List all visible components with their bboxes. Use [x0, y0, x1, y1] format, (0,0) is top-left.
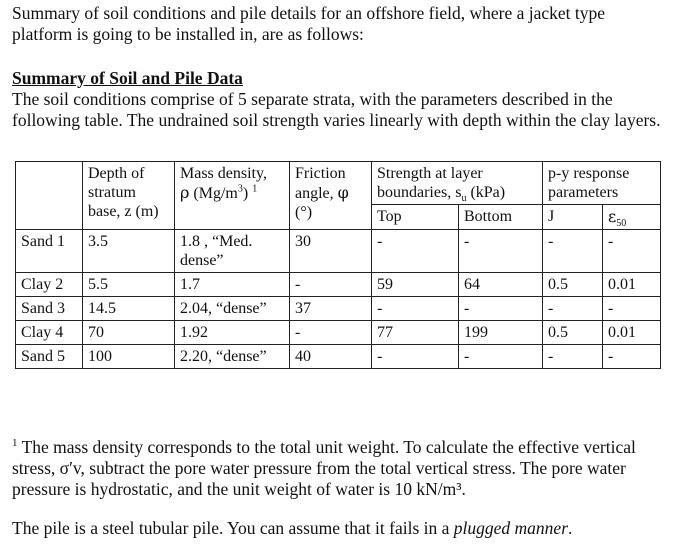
strata-cell: Sand 3	[16, 297, 83, 321]
bottom-cell: -	[459, 345, 543, 369]
top-cell: -	[372, 230, 459, 273]
bottom-cell: -	[459, 297, 543, 321]
table-row	[16, 230, 661, 273]
e50-cell: 0.01	[603, 273, 661, 297]
friction-cell: -	[290, 273, 372, 297]
closing-period: .	[568, 518, 573, 538]
friction-cell: 37	[290, 297, 372, 321]
su-subscript: u	[461, 193, 467, 205]
density-cell: 1.92	[175, 321, 290, 345]
header-depth: Depth of stratum base, z (m)	[83, 162, 175, 230]
top-cell: -	[372, 345, 459, 369]
header-strength-unit: (kPa)	[470, 184, 506, 201]
subheader-e50: $\varepsilon_{50}$	[603, 205, 661, 230]
j-cell: -	[543, 345, 603, 369]
rho-symbol: ρ	[180, 183, 190, 202]
footnote-text: The mass density corresponds to the total unit weight. To calculate the effective vertical stress, σ′v, subtract the pore water pressure from the total vertical stress. The pore water pressure is hydrostatic, and the unit weight of water is 10 kN/m³.	[12, 437, 636, 499]
strata-cell: Sand 5	[16, 345, 83, 369]
density-cell: 2.04, “dense”	[175, 297, 290, 321]
bottom-cell: 199	[459, 321, 543, 345]
bottom-cell: 64	[459, 273, 543, 297]
j-cell: -	[543, 230, 603, 273]
header-density-unit: $(Mg/m^3)$	[193, 183, 249, 202]
depth-cell: 14.5	[83, 297, 175, 321]
top-cell: 77	[372, 321, 459, 345]
footnote-ref: 1	[252, 183, 258, 195]
section-paragraph: The soil conditions comprise of 5 separate strata, with the parameters described in the following table. The undrained soil strength varies linearly with depth within the clay layers.	[12, 89, 661, 130]
footnote-marker: 1	[12, 437, 18, 449]
table-row	[16, 321, 661, 345]
friction-cell: 40	[290, 345, 372, 369]
header-friction-unit: (°)	[295, 204, 313, 221]
strata-cell: Clay 4	[16, 321, 83, 345]
e50-cell: -	[603, 345, 661, 369]
header-strength-label: Strength at layer boundaries,	[377, 165, 483, 201]
depth-cell: 3.5	[83, 230, 175, 273]
subheader-j: J	[543, 205, 603, 230]
table-header-row	[16, 162, 661, 205]
j-cell: 0.5	[543, 273, 603, 297]
top-cell: 59	[372, 273, 459, 297]
friction-cell: 30	[290, 230, 372, 273]
header-density	[175, 162, 290, 230]
density-cell: 2.20, “dense”	[175, 345, 290, 369]
header-py: p-y response parameters	[543, 162, 661, 205]
table-row	[16, 297, 661, 321]
strata-cell: Sand 1	[16, 230, 83, 273]
j-cell: 0.5	[543, 321, 603, 345]
friction-cell: -	[290, 321, 372, 345]
density-cell: 1.7	[175, 273, 290, 297]
header-strata	[16, 162, 83, 230]
phi-symbol: φ	[337, 183, 349, 202]
closing-emphasis: plugged manner	[453, 518, 569, 538]
soil-pile-table	[15, 161, 661, 369]
header-density-label: Mass density,	[180, 165, 267, 182]
density-cell: 1.8 , “Med. dense”	[175, 230, 290, 273]
bottom-cell: -	[459, 230, 543, 273]
header-friction	[290, 162, 372, 230]
e50-cell: -	[603, 230, 661, 273]
subheader-bottom: Bottom	[459, 205, 543, 230]
depth-cell: 70	[83, 321, 175, 345]
section-title: Summary of Soil and Pile Data	[12, 68, 243, 88]
closing-text: The pile is a steel tubular pile. You can assume that it fails in a	[12, 518, 454, 538]
table-row	[16, 273, 661, 297]
subheader-top: Top	[372, 205, 459, 230]
e50-cell: -	[603, 297, 661, 321]
e50-cell: 0.01	[603, 321, 661, 345]
j-cell: -	[543, 297, 603, 321]
header-friction-label: Friction angle,	[295, 165, 346, 202]
strata-cell: Clay 2	[16, 273, 83, 297]
table-row	[16, 345, 661, 369]
depth-cell: 100	[83, 345, 175, 369]
depth-cell: 5.5	[83, 273, 175, 297]
intro-paragraph: Summary of soil conditions and pile details for an offshore field, where a jacket type platform is going to be installed in, are as follows:	[12, 3, 606, 44]
top-cell: -	[372, 297, 459, 321]
footnote	[12, 437, 662, 500]
closing-paragraph	[12, 518, 667, 539]
header-strength: Strength at layer boundaries, $s_u$ (kPa)	[372, 162, 543, 205]
